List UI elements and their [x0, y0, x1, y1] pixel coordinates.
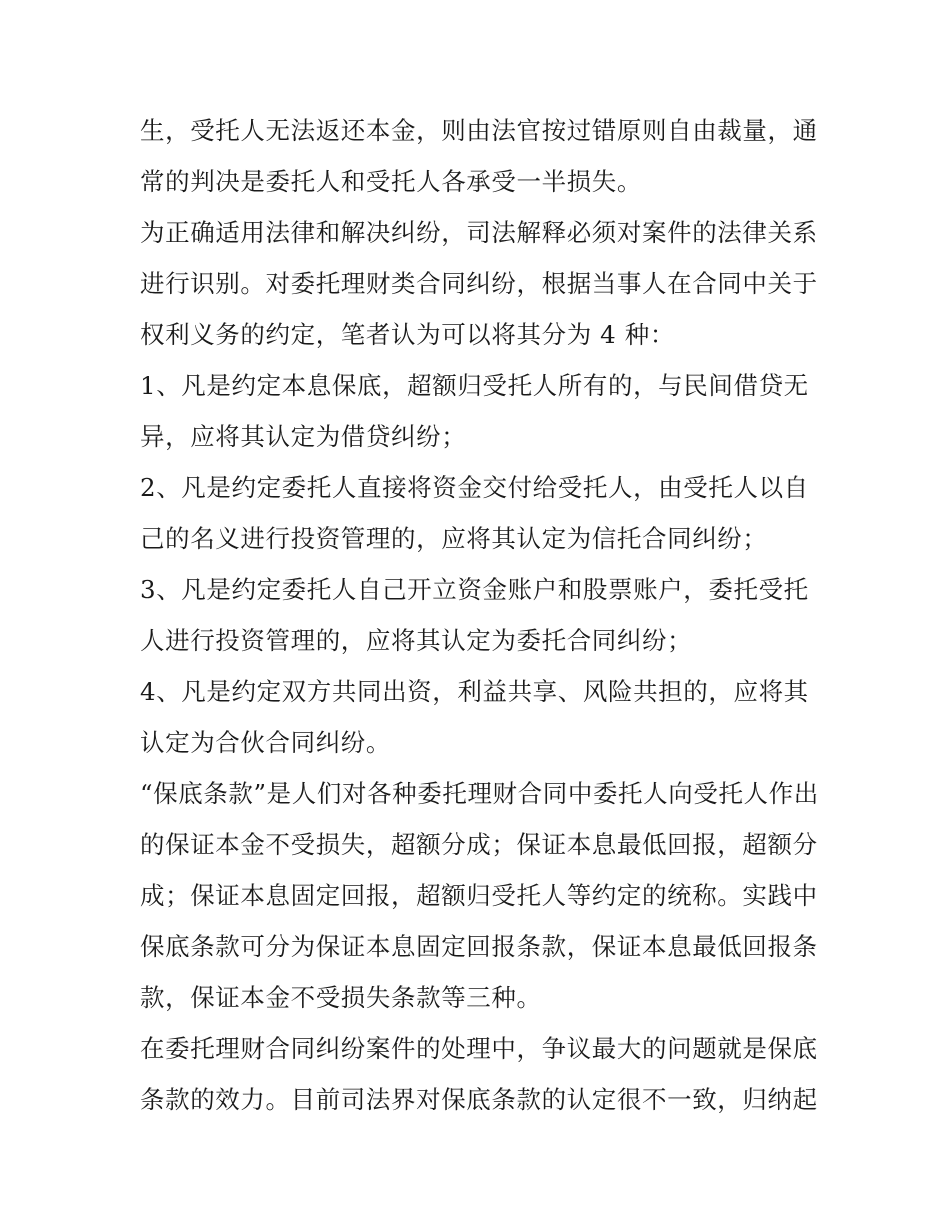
text-line: 款，保证本金不受损失条款等三种。: [140, 983, 542, 1012]
text-line: 的保证本金不受损失，超额分成；保证本息最低回报，超额分: [140, 830, 818, 859]
text-line: 为正确适用法律和解决纠纷，司法解释必须对案件的法律关系: [140, 218, 818, 247]
text-line: 保底条款可分为保证本息固定回报条款，保证本息最低回报条: [140, 932, 818, 961]
text-line: 4、凡是约定双方共同出资，利益共享、风险共担的，应将其: [140, 677, 809, 706]
text-line: 权利义务的约定，笔者认为可以将其分为 4 种：: [140, 320, 675, 349]
text-line: 2、凡是约定委托人直接将资金交付给受托人，由受托人以自: [140, 473, 809, 502]
text-line: 在委托理财合同纠纷案件的处理中，争议最大的问题就是保底: [140, 1034, 818, 1063]
text-line: 1、凡是约定本息保底，超额归受托人所有的，与民间借贷无: [140, 371, 809, 400]
text-line: 成；保证本息固定回报，超额归受托人等约定的统称。实践中: [140, 881, 818, 910]
text-line: “保底条款”是人们对各种委托理财合同中委托人向受托人作出: [140, 779, 819, 808]
text-line: 3、凡是约定委托人自己开立资金账户和股票账户，委托受托: [140, 575, 809, 604]
text-line: 常的判决是委托人和受托人各承受一半损失。: [140, 167, 642, 196]
text-line: 认定为合伙合同纠纷。: [140, 728, 391, 757]
text-line: 己的名义进行投资管理的，应将其认定为信托合同纠纷；: [140, 524, 768, 553]
text-line: 异，应将其认定为借贷纠纷；: [140, 422, 467, 451]
text-line: 进行识别。对委托理财类合同纠纷，根据当事人在合同中关于: [140, 269, 818, 298]
document-body: [140, 105, 820, 1125]
text-line: 生，受托人无法返还本金，则由法官按过错原则自由裁量，通: [140, 116, 818, 145]
text-line: 条款的效力。目前司法界对保底条款的认定很不一致，归纳起: [140, 1085, 818, 1114]
text-line: 人进行投资管理的，应将其认定为委托合同纠纷；: [140, 626, 693, 655]
